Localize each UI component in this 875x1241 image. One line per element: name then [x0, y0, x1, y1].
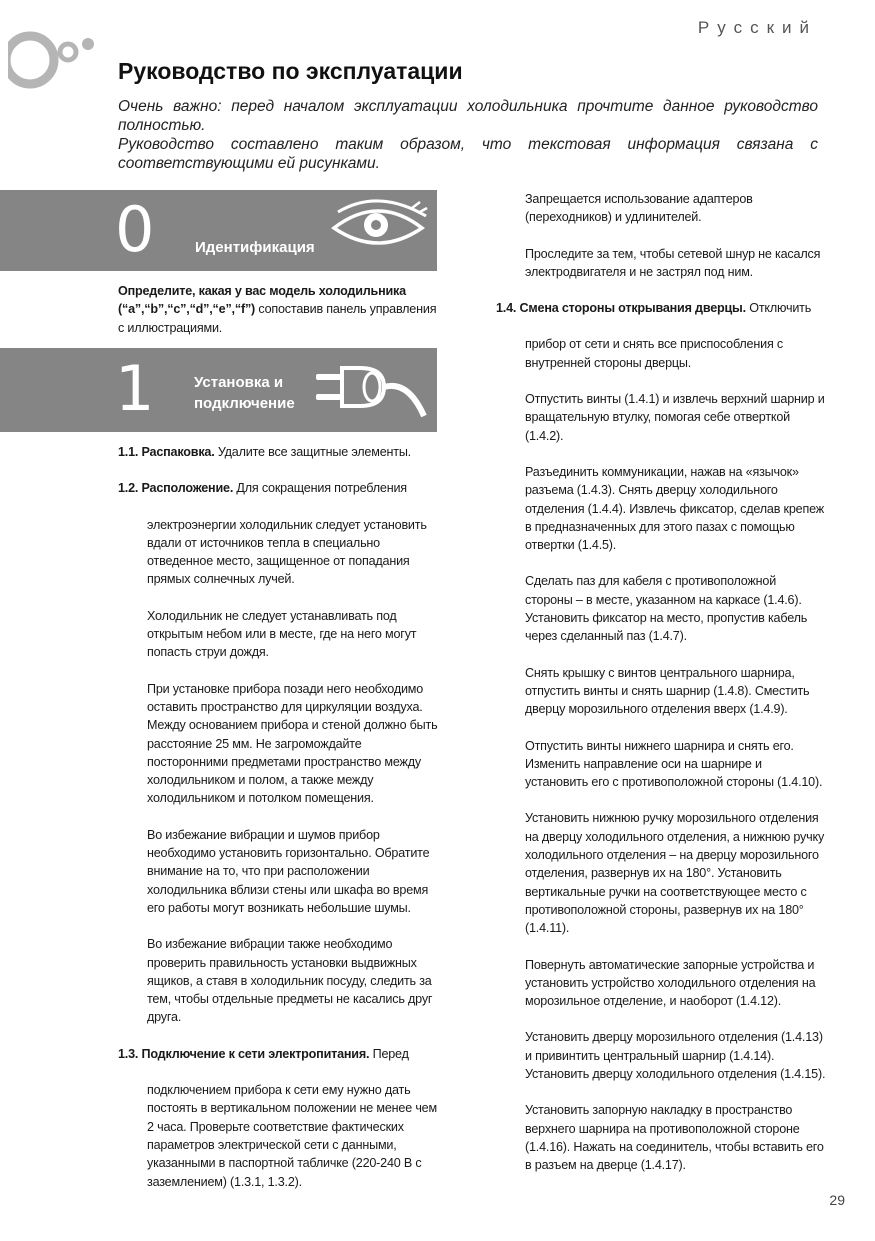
- section-1-band: [0, 348, 437, 432]
- section-0-band: [0, 190, 437, 271]
- para-text: Разъединить коммуникации, нажав на «язычок» разъема (1.4.3). Снять дверцу холодильного отделения (1.4.4). Извлечь фиксатор, сделав крепеж в предназначенных для этого пазах с помощью отвертки (1.4.5).: [525, 464, 824, 553]
- page-title: Руководство по эксплуатации: [118, 58, 463, 84]
- para-text: Повернуть автоматические запорные устройства и установить устройство холодильного отделения на морозильное отделение, и наоборот (1.4.12).: [525, 957, 816, 1009]
- para-text: подключением прибора к сети ему нужно дать постоять в вертикальном положении не менее чем 2 часа. Проверьте соответствие фактических параметров электрической сети с данными, указанными в паспортной табличке (220-240 В с заземлением) (1.3.1, 1.3.2).: [147, 1083, 437, 1189]
- para-text: Удалите все защитные элементы.: [214, 445, 411, 459]
- para-text: Для сокращения потребления: [233, 481, 407, 496]
- para-text: Установить запорную накладку в пространство верхнего шарнира на противоположной стороне (1.4.16). Нажать на соединитель, чтобы вставить его в разъем на дверце (1.4.17).: [525, 1103, 824, 1173]
- para-1-3: [118, 1045, 438, 1063]
- para-heading: 1.3. Подключение к сети электропитания.: [118, 1046, 370, 1061]
- para-heading: 1.4. Смена стороны открывания дверцы.: [496, 301, 746, 316]
- brand-logo: [0, 16, 100, 96]
- para-1-4: [496, 299, 826, 317]
- para-text: Сделать паз для кабеля с противоположной стороны – в месте, указанном на каркасе (1.4.6). Установить фиксатор на место, пропустив кабель через сделанный паз (1.4.7).: [525, 574, 808, 644]
- para-text: электроэнергии холодильник следует установить вдали от источников тепла в специально отведенное место, защищенное от попадания прямых солнечных лучей.: [147, 517, 427, 587]
- identify-text: [118, 282, 438, 337]
- section-number: 1: [115, 352, 155, 425]
- section-label-line: Установка и: [194, 374, 284, 391]
- intro-text: [118, 97, 818, 173]
- para-text: Снять крышку с винтов центрального шарнира, отпустить винты и снять шарнир (1.4.8). Сместить дверцу морозильного отделения вверх (1.4.9).: [525, 665, 810, 717]
- para-text: Холодильник не следует устанавливать под открытым небом или в месте, где на него могут попасть струи дождя.: [147, 608, 417, 660]
- para-text: Запрещается использование адаптеров (переходников) и удлинителей.: [525, 192, 753, 225]
- intro-paragraph: Очень важно: перед началом эксплуатации холодильника прочтите данное руководство полностью.: [118, 98, 818, 134]
- para-text: Установить нижнюю ручку морозильного отделения на дверцу холодильного отделения, а нижнюю ручку холодильного отделения – на дверцу морозильного отделения, развернув их на 180°. Установить вертикальные ручки на соответствующее место с противоположной стороны, развернув их на 180° (1.4.11).: [525, 811, 825, 936]
- para-text: прибор от сети и снять все приспособления с внутренней стороны дверцы.: [525, 337, 783, 370]
- plug-icon: [312, 360, 432, 424]
- para-heading: 1.2. Расположение.: [118, 481, 234, 496]
- para-text: Перед: [369, 1046, 409, 1061]
- para-1-1: [118, 443, 438, 461]
- section-label-line: подключение: [194, 395, 295, 412]
- language-label: Русский: [697, 18, 817, 37]
- para-1-2: [118, 479, 438, 497]
- section-label: Идентификация: [195, 239, 315, 256]
- para-text: Проследите за тем, чтобы сетевой шнур не касался электродвигателя и не застрял под ним.: [525, 246, 821, 279]
- identify-bold: Определите, какая у вас модель холодильника (“a”,“b”,“c”,“d”,“e”,“f”): [118, 284, 406, 317]
- para-text: Отпустить винты (1.4.1) и извлечь верхний шарнир и вращательную втулку, помогая себе отверткой (1.4.2).: [525, 392, 825, 443]
- identify-rest: сопоставив панель управления с иллюстрациями.: [118, 302, 437, 335]
- section-label: [194, 372, 295, 414]
- para-text: При установке прибора позади него необходимо оставить пространство для циркуляции воздуха. Между основанием прибора и стеной должно быть расстояние 25 мм. Не загромождайте посторонними предметами пространство между холодильником и полом, а также между холодильником и потолком помещения.: [147, 681, 438, 806]
- left-column: [118, 443, 438, 1209]
- right-column: [496, 190, 826, 1192]
- para-text: Отпустить винты нижнего шарнира и снять его. Изменить направление оси на шарнире и установить его с противоположной стороны (1.4.10).: [525, 738, 823, 790]
- page-number: 29: [829, 1192, 845, 1208]
- para-heading: 1.1. Распаковка.: [118, 445, 215, 459]
- section-number: 0: [115, 193, 155, 266]
- intro-paragraph: Руководство составлено таким образом, что текстовая информация связана с соответствующими ей рисунками.: [118, 136, 818, 172]
- para-text: Во избежание вибрации также необходимо проверить правильность установки выдвижных ящиков, а ставя в холодильник посуду, следить за тем, чтобы отдельные предметы не касались друг друга.: [147, 937, 433, 1025]
- para-text: Во избежание вибрации и шумов прибор необходимо установить горизонтально. Обратите внимание на то, что при расположении холодильника вблизи стены или шкафа во время его работы могут возникать небольшие шумы.: [147, 827, 430, 915]
- eye-icon: [330, 196, 430, 262]
- para-text: Отключить: [745, 301, 812, 316]
- para-text: Установить дверцу морозильного отделения (1.4.13) и привинтить центральный шарнир (1.4.14). Установить дверцу холодильного отделения (1.4.15).: [525, 1030, 826, 1081]
